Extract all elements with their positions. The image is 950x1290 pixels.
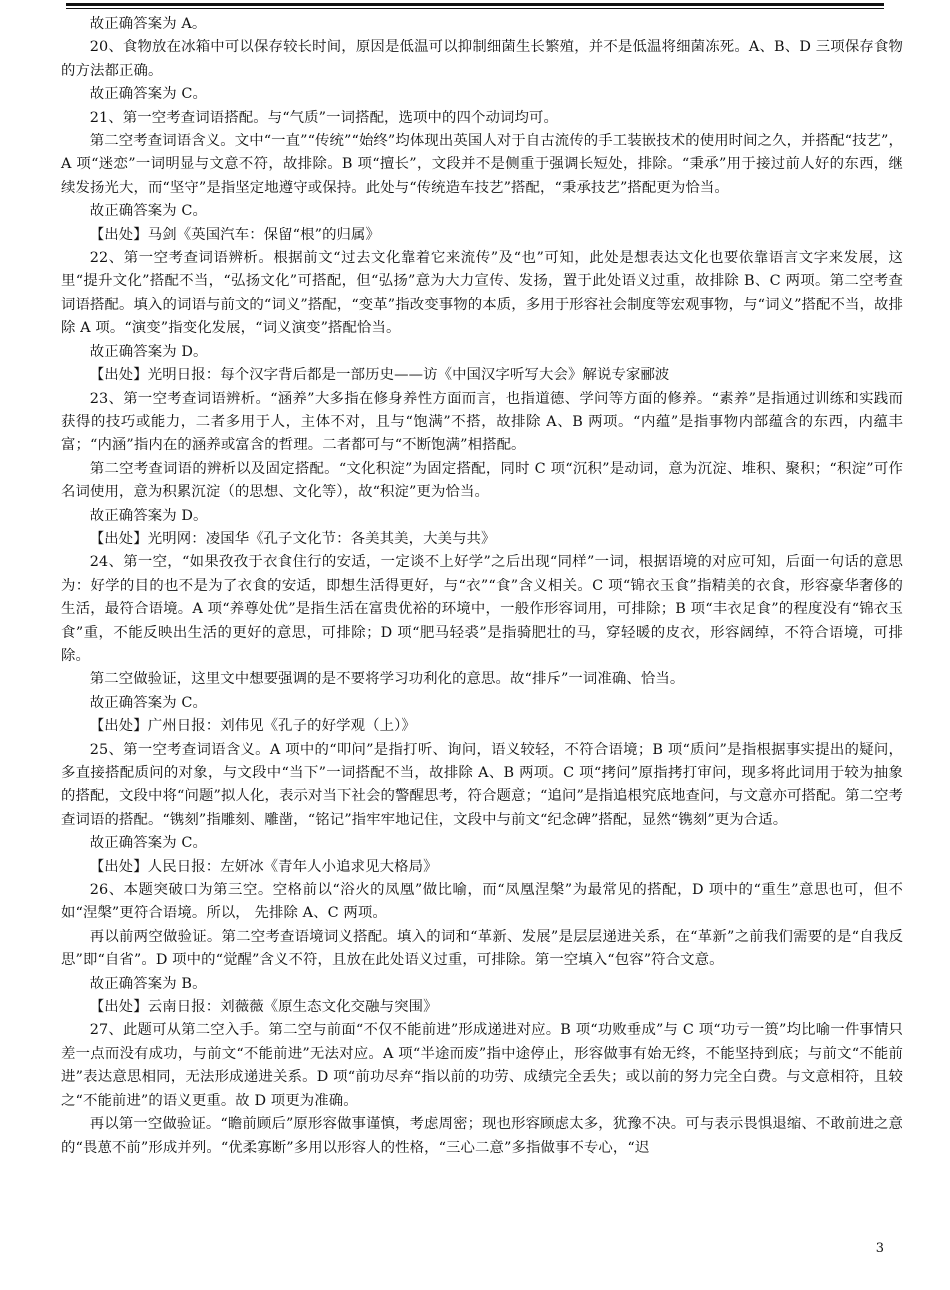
question-23-second-blank: 第二空考查词语的辨析以及固定搭配。“文化积淀”为固定搭配，同时 C 项“沉积”是动词，意为沉淀、堆积、聚积；“积淀”可作名词使用，意为积累沉淀（的思想、文化等），故“积淀”更为恰当。 xyxy=(61,460,903,501)
answer-line: 故正确答案为 C。 xyxy=(89,86,208,103)
question-20-explanation: 20、食物放在冰箱中可以保存较长时间，原因是低温可以抑制细菌生长繁殖，并不是低温将细菌冻死。A、B、D 三项保存食物的方法都正确。 xyxy=(61,39,903,79)
page-body xyxy=(61,13,903,1160)
question-21-explanation: 21、第一空考查词语搭配。与“气质”一词搭配，选项中的四个动词均可。 xyxy=(89,109,558,126)
question-21-second-blank: 第二空考查词语含义。文中“一直”“传统”“始终”均体现出英国人对于自古流传的手工装嵌技术的使用时间之久，并搭配“技艺”，A 项“迷恋”一词明显与文意不符，故排除。B 项“擅长”，文段并不是侧重于强调长短处，排除。“秉承”用于接过前人好的东西，继续发扬光大，而“坚守”是指坚定地遵守或保持。此处与“传统造车技艺”搭配，“秉承技艺”搭配更为恰当。 xyxy=(61,133,903,196)
header-rule-thick xyxy=(66,3,884,6)
source-line: 【出处】光明网：凌国华《孔子文化节：各美其美，大美与共》 xyxy=(89,530,496,547)
source-line: 【出处】人民日报：左妍冰《青年人小追求见大格局》 xyxy=(89,858,438,875)
question-27-explanation: 27、此题可从第二空入手。第二空与前面“不仅不能前进”形成递进对应。B 项“功败垂成”与 C 项“功亏一篑”均比喻一件事情只差一点而没有成功，与前文“不能前进”无法对应。A 项“半途而废”指中途停止，形容做事有始无终，不能坚持到底；与前文“不能前进”表达意思相同，无法形成递进关系。D 项“前功尽弃“指以前的功劳、成绩完全丢失；或以前的努力完全白费。与文意相符，且较之“不能前进”的语义更重。故 D 项更为准确。 xyxy=(61,1022,903,1109)
answer-line: 故正确答案为 C。 xyxy=(89,203,208,220)
question-27-verification: 再以第一空做验证。“瞻前顾后”原形容做事谨慎，考虑周密；现也形容顾虑太多，犹豫不决。可与表示畏惧退缩、不敢前进之意的“畏葸不前”形成并列。“优柔寡断”多用以形容人的性格，“三心二意”多指做事不专心，“迟 xyxy=(61,1116,903,1156)
answer-line: 故正确答案为 C。 xyxy=(89,835,208,852)
question-24-second-blank: 第二空做验证，这里文中想要强调的是不要将学习功利化的意思。故“排斥”一词准确、恰当。 xyxy=(89,671,685,688)
answer-line: 故正确答案为 D。 xyxy=(89,343,208,360)
source-line: 【出处】云南日报：刘薇薇《原生态文化交融与突围》 xyxy=(89,999,438,1016)
question-25-explanation: 25、第一空考查词语含义。A 项中的“叩问”是指打听、询问，语义较轻，不符合语境；B 项“质问”是指根据事实提出的疑问，多直接搭配质问的对象，与文段中“当下”一词搭配不当，故排除 A、B 两项。C 项“拷问”原指拷打审问，现多将此词用于较为抽象的搭配，文段中将“问题”拟人化，表示对当下社会的警醒思考，符合题意；“追问”是指追根究底地查问，与文意亦可搭配。第二空考查词语的搭配。“镌刻”指雕刻、雕凿，“铭记”指牢牢地记住，文段中与前文“纪念碑”搭配，显然“镌刻”更为合适。 xyxy=(61,741,903,828)
header-rule-thin xyxy=(66,8,884,9)
question-22-explanation: 22、第一空考查词语辨析。根据前文“过去文化靠着它来流传”及“也”可知，此处是想表达文化也要依靠语言文字来发展，这里“提升文化”搭配不当，“弘扬文化”可搭配，但“弘扬”意为大力宣传、发扬，置于此处语义过重，故排除 B、C 两项。第二空考查词语搭配。填入的词语与前文的“词义”搭配，“变革”指改变事物的本质，多用于形容社会制度等宏观事物，与“词义”搭配不当，故排除 A 项。“演变”指变化发展，“词义演变”搭配恰当。 xyxy=(61,250,903,337)
answer-line: 故正确答案为 B。 xyxy=(89,975,207,992)
source-line: 【出处】马剑《英国汽车：保留“根”的归属》 xyxy=(89,226,381,243)
source-line: 【出处】光明日报：每个汉字背后都是一部历史——访《中国汉字听写大会》解说专家郦波 xyxy=(89,367,670,384)
page-number: 3 xyxy=(875,1241,884,1256)
answer-line: 故正确答案为 D。 xyxy=(89,507,208,524)
question-24-explanation: 24、第一空，“如果孜孜于衣食住行的安适，一定谈不上好学”之后出现“同样”一词，根据语境的对应可知，后面一句话的意思为：好学的目的也不是为了衣食的安适，即想生活得更好，与“衣”“食”含义相关。C 项“锦衣玉食”指精美的衣食，形容豪华奢侈的生活，最符合语境。A 项“养尊处优”是指生活在富贵优裕的环境中，一般作形容词用，可排除；B 项“丰衣足食”的程度没有“锦衣玉食”重，不能反映出生活的更好的意思，可排除；D 项“肥马轻裘”是指骑肥壮的马，穿轻暖的皮衣，形容阔绰，不符合语境，可排除。 xyxy=(61,554,903,664)
answer-line: 故正确答案为 C。 xyxy=(89,694,208,711)
question-23-explanation: 23、第一空考查词语辨析。“涵养”大多指在修身养性方面而言，也指道德、学问等方面的修养。“素养”是指通过训练和实践而获得的技巧或能力，二者多用于人，主体不对，且与“饱满”不搭，故排除 A、B 两项。“内蕴”是指事物内部蕴含的东西，内蕴丰富；“内涵”指内在的涵养或富含的哲理。二者都可与“不断饱满”相搭配。 xyxy=(61,390,903,454)
source-line: 【出处】广州日报：刘伟见《孔子的好学观（上）》 xyxy=(89,718,416,735)
question-26-explanation: 26、本题突破口为第三空。空格前以“浴火的凤凰”做比喻，而“凤凰涅槃”为最常见的搭配，D 项中的“重生”意思也可，但不如“涅槃”更符合语境。所以， 先排除 A、C 两项。 xyxy=(61,882,903,922)
answer-line: 故正确答案为 A。 xyxy=(89,16,207,32)
question-26-verification: 再以前两空做验证。第二空考查语境词义搭配。填入的词和“革新、发展”是层层递进关系，在“革新”之前我们需要的是“自我反思”即“自省”。D 项中的“觉醒”含义不符，且放在此处语义过重，可排除。第一空填入“包容”符合文意。 xyxy=(61,928,903,969)
